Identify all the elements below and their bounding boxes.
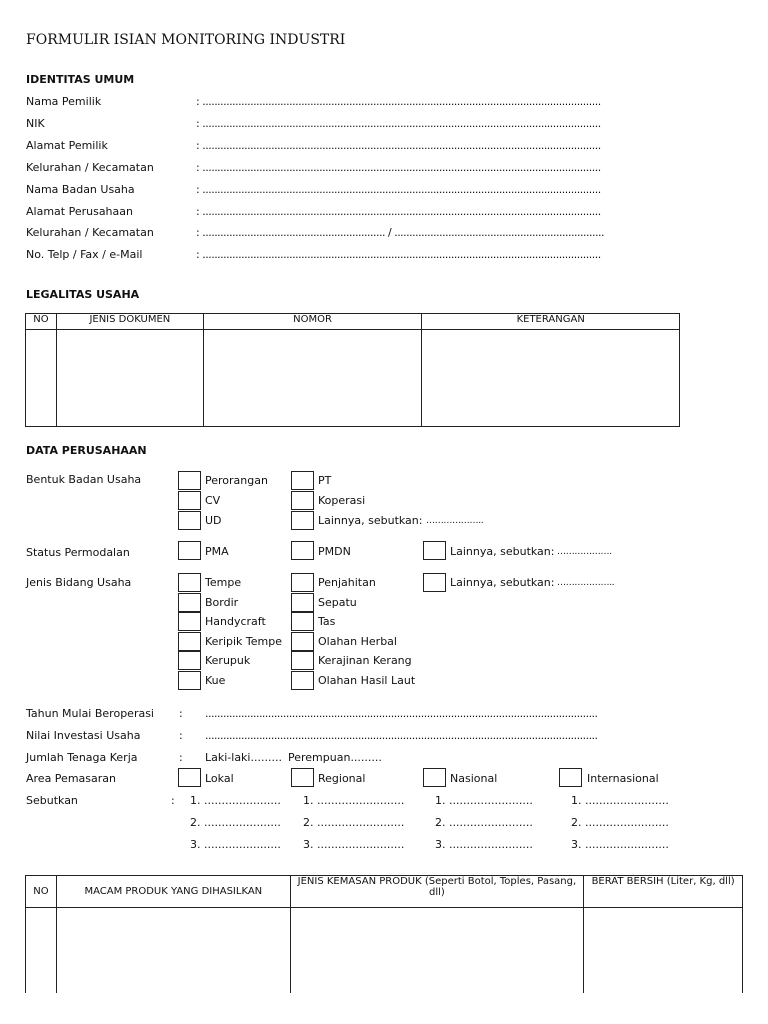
status-lainnya-fill[interactable]: ………………. — [557, 547, 612, 557]
area-internasional-checkbox[interactable] — [559, 768, 582, 787]
bentuk-option-label: Lainnya, sebutkan: — [318, 514, 423, 527]
identitas-field[interactable]: : ..................................................................................................................................... — [196, 182, 601, 196]
sebutkan-field[interactable]: 1. ........................ — [571, 794, 669, 807]
sebutkan-field[interactable]: 3. ...................... — [190, 838, 281, 851]
bidang-option-checkbox[interactable] — [291, 651, 314, 670]
tenaga-kerja-colon: : — [179, 751, 183, 764]
bidang-option-label: Bordir — [205, 595, 239, 609]
tahun-mulai-colon: : — [179, 707, 183, 720]
area-nasional-label: Nasional — [450, 772, 498, 785]
area-pemasaran-label: Area Pemasaran — [26, 772, 116, 785]
tenaga-kerja-label: Jumlah Tenaga Kerja — [26, 751, 138, 764]
bidang-option-checkbox[interactable] — [291, 593, 314, 612]
status-lainnya-checkbox[interactable] — [423, 541, 446, 560]
nilai-investasi-colon: : — [179, 729, 183, 742]
bidang-option-label: Handycraft — [205, 615, 266, 629]
bidang-lainnya-fill[interactable]: ……………….. — [557, 578, 615, 588]
produk-col-berat: BERAT BERSIH (Liter, Kg, dll) — [584, 876, 743, 908]
area-lokal-checkbox[interactable] — [178, 768, 201, 787]
identitas-field[interactable]: : ..................................................................................................................................... — [196, 116, 601, 130]
identitas-field[interactable]: : ..................................................................................................................................... — [196, 160, 601, 174]
bidang-option-label: Penjahitan — [318, 576, 376, 589]
sebutkan-field[interactable]: 3. ........................ — [435, 838, 533, 851]
bentuk-option-checkbox[interactable] — [291, 471, 314, 490]
identitas-field[interactable]: : ..................................................................................................................................... — [196, 138, 601, 152]
bidang-option-checkbox[interactable] — [178, 573, 201, 592]
laki-laki-field[interactable]: Laki-laki......... — [205, 751, 282, 764]
sebutkan-field[interactable]: 1. ........................ — [435, 794, 533, 807]
legalitas-cell-no[interactable] — [26, 330, 57, 427]
bidang-lainnya-checkbox[interactable] — [423, 573, 446, 592]
sebutkan-field[interactable]: 2. ........................ — [571, 816, 669, 829]
bidang-option-checkbox[interactable] — [178, 612, 201, 631]
bidang-option-label: Keripik Tempe — [205, 634, 282, 648]
sebutkan-field[interactable]: 2. ......................... — [303, 816, 405, 829]
bidang-lainnya-label: Lainnya, sebutkan: — [450, 576, 555, 589]
sebutkan-field[interactable]: 1. ......................... — [303, 794, 405, 807]
produk-cell-berat[interactable] — [584, 908, 743, 993]
form-title: FORMULIR ISIAN MONITORING INDUSTRI — [26, 32, 346, 48]
sebutkan-field[interactable]: 2. ...................... — [190, 816, 281, 829]
bidang-option-label: Kerupuk — [205, 654, 251, 668]
bidang-option-label: Kue — [205, 674, 226, 687]
bentuk-option-checkbox[interactable] — [178, 471, 201, 490]
bidang-option-checkbox[interactable] — [178, 671, 201, 690]
bentuk-option-label: Perorangan — [205, 474, 268, 487]
bentuk-badan-usaha-label: Bentuk Badan Usaha — [26, 473, 142, 486]
area-internasional-label: Internasional — [587, 772, 659, 785]
bidang-option-label: Kerajinan Kerang — [318, 654, 412, 668]
bentuk-lainnya-fill[interactable]: ……………….. — [426, 516, 484, 526]
bentuk-option-checkbox[interactable] — [291, 511, 314, 530]
sebutkan-colon: : — [171, 794, 175, 807]
bentuk-option-checkbox[interactable] — [178, 491, 201, 510]
bidang-option-checkbox[interactable] — [178, 593, 201, 612]
bentuk-option-checkbox[interactable] — [178, 511, 201, 530]
bidang-option-label: Tempe — [205, 576, 242, 589]
status-pmdn-label: PMDN — [318, 545, 351, 558]
produk-col-kemasan: JENIS KEMASAN PRODUK (Seperti Botol, Toples, Pasang, dll) — [290, 876, 584, 908]
bentuk-option-label: PT — [318, 474, 332, 487]
tahun-mulai-field[interactable]: ................................................................................................................................... — [205, 707, 598, 720]
bidang-option-checkbox[interactable] — [291, 573, 314, 592]
produk-cell-macam[interactable] — [56, 908, 290, 993]
status-pmdn-checkbox[interactable] — [291, 541, 314, 560]
area-lokal-label: Lokal — [205, 772, 234, 785]
sebutkan-field[interactable]: 3. ......................... — [303, 838, 405, 851]
area-regional-label: Regional — [318, 772, 366, 785]
identitas-field[interactable]: : ..................................................................................................................................... — [196, 204, 601, 218]
sebutkan-field[interactable]: 3. ........................ — [571, 838, 669, 851]
status-lainnya-label: Lainnya, sebutkan: — [450, 545, 555, 558]
identitas-label: Nama Pemilik — [26, 95, 102, 108]
identitas-field[interactable]: : ..................................................................................................................................... — [196, 95, 601, 108]
nilai-investasi-label: Nilai Investasi Usaha — [26, 729, 141, 742]
section-heading-data-perusahaan: DATA PERUSAHAAN — [26, 444, 147, 457]
identitas-field[interactable]: : ..................................................................................................................................... — [196, 248, 601, 262]
produk-col-no: NO — [26, 876, 57, 908]
bidang-option-checkbox[interactable] — [291, 632, 314, 651]
bidang-option-label: Olahan Herbal — [318, 634, 397, 648]
produk-cell-kemasan[interactable] — [290, 908, 584, 993]
bentuk-option-checkbox[interactable] — [291, 491, 314, 510]
identitas-field[interactable]: : ............................................................. / ...................................................................... — [196, 226, 604, 240]
bentuk-option-label: CV — [205, 494, 221, 507]
bentuk-option-label: Koperasi — [318, 494, 366, 507]
legalitas-cell-keterangan[interactable] — [422, 330, 680, 427]
legalitas-col-keterangan: KETERANGAN — [422, 314, 680, 330]
identitas-label: No. Telp / Fax / e-Mail — [26, 248, 143, 262]
legalitas-cell-jenis[interactable] — [56, 330, 203, 427]
status-pma-label: PMA — [205, 545, 229, 558]
identitas-label: NIK — [26, 116, 45, 130]
identitas-label: Kelurahan / Kecamatan — [26, 226, 154, 240]
bidang-option-label: Olahan Hasil Laut — [318, 674, 416, 687]
bentuk-option-label: UD — [205, 514, 222, 527]
legalitas-table — [25, 313, 680, 427]
tahun-mulai-label: Tahun Mulai Beroperasi — [26, 707, 154, 720]
identitas-label: Alamat Perusahaan — [26, 204, 133, 218]
perempuan-field[interactable]: Perempuan......... — [288, 751, 382, 764]
produk-cell-no[interactable] — [26, 908, 57, 993]
bidang-option-checkbox[interactable] — [178, 651, 201, 670]
identitas-label: Alamat Pemilik — [26, 138, 108, 152]
produk-table — [25, 875, 743, 993]
bidang-option-checkbox[interactable] — [291, 612, 314, 631]
sebutkan-field[interactable]: 1. ...................... — [190, 794, 281, 807]
status-permodalan-label: Status Permodalan — [26, 546, 130, 559]
legalitas-col-no: NO — [26, 314, 57, 330]
legalitas-col-nomor: NOMOR — [203, 314, 422, 330]
sebutkan-field[interactable]: 2. ........................ — [435, 816, 533, 829]
bidang-option-label: Tas — [318, 615, 336, 629]
section-heading-legalitas: LEGALITAS USAHA — [26, 288, 140, 301]
identitas-label: Kelurahan / Kecamatan — [26, 160, 154, 174]
identitas-label: Nama Badan Usaha — [26, 182, 135, 196]
bidang-option-label: Sepatu — [318, 595, 357, 609]
produk-col-macam: MACAM PRODUK YANG DIHASILKAN — [56, 876, 290, 908]
legalitas-col-jenis: JENIS DOKUMEN — [56, 314, 203, 330]
sebutkan-label: Sebutkan — [26, 794, 78, 807]
jenis-bidang-usaha-label: Jenis Bidang Usaha — [26, 576, 132, 589]
nilai-investasi-field[interactable]: ................................................................................................................................... — [205, 729, 598, 742]
section-heading-identitas: IDENTITAS UMUM — [26, 73, 135, 86]
status-pma-checkbox[interactable] — [178, 541, 201, 560]
area-nasional-checkbox[interactable] — [423, 768, 446, 787]
bidang-option-checkbox[interactable] — [291, 671, 314, 690]
legalitas-cell-nomor[interactable] — [203, 330, 422, 427]
area-regional-checkbox[interactable] — [291, 768, 314, 787]
bidang-option-checkbox[interactable] — [178, 632, 201, 651]
